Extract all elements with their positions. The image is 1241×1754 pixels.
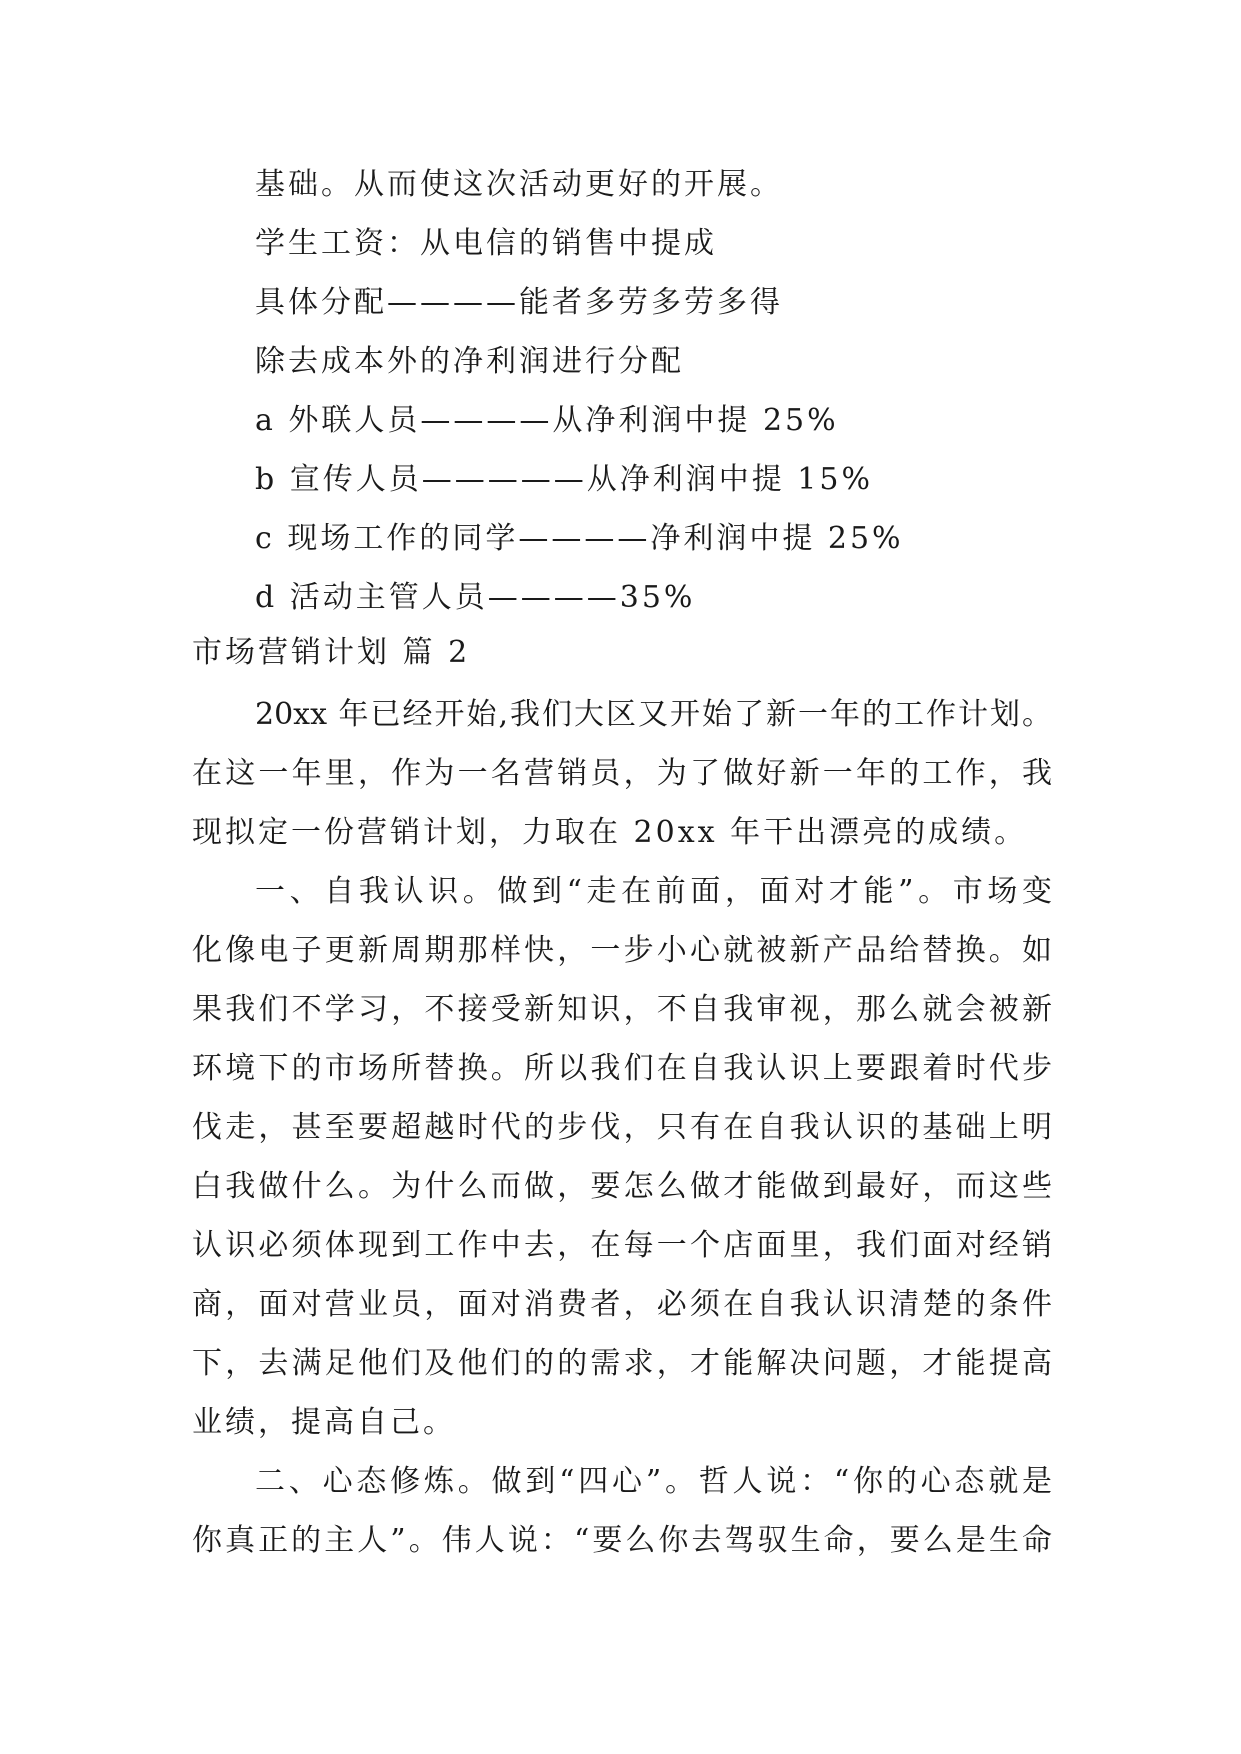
text-line: 伐走，甚至要超越时代的步伐，只有在自我认识的基础上明	[192, 1110, 1052, 1145]
text-line: 基础。从而使这次活动更好的开展。	[255, 167, 783, 202]
text-line: 除去成本外的净利润进行分配	[255, 344, 684, 379]
text-line: 20xx 年已经开始,我们大区又开始了新一年的工作计划。	[255, 697, 1052, 732]
text-line: 商，面对营业员，面对消费者，必须在自我认识清楚的条件	[192, 1287, 1052, 1322]
text-line: 二、心态修炼。做到“四心”。哲人说：“你的心态就是	[255, 1464, 1052, 1499]
text-line: 认识必须体现到工作中去，在每一个店面里，我们面对经销	[192, 1228, 1052, 1263]
text-line: 现拟定一份营销计划，力取在 20xx 年干出漂亮的成绩。	[192, 815, 1028, 850]
text-line: 在这一年里，作为一名营销员，为了做好新一年的工作，我	[192, 756, 1052, 791]
text-line: a 外联人员————从净利润中提 25%	[255, 403, 839, 438]
text-line: 具体分配————能者多劳多劳多得	[255, 285, 783, 320]
section-heading: 市场营销计划 篇 2	[192, 635, 471, 670]
text-line: 学生工资：从电信的销售中提成	[255, 226, 717, 261]
text-line: 白我做什么。为什么而做，要怎么做才能做到最好，而这些	[192, 1169, 1052, 1204]
text-line: 化像电子更新周期那样快，一步小心就被新产品给替换。如	[192, 933, 1052, 968]
text-line: 下，去满足他们及他们的的需求，才能解决问题，才能提高	[192, 1346, 1052, 1381]
text-line: d 活动主管人员————35%	[255, 580, 696, 615]
text-line: 业绩，提高自己。	[192, 1405, 456, 1440]
text-line: 果我们不学习，不接受新知识，不自我审视，那么就会被新	[192, 992, 1052, 1027]
text-line: 一、自我认识。做到“走在前面，面对才能”。市场变	[255, 874, 1052, 909]
text-line: 环境下的市场所替换。所以我们在自我认识上要跟着时代步	[192, 1051, 1052, 1086]
text-line: b 宣传人员—————从净利润中提 15%	[255, 462, 873, 497]
text-line: 你真正的主人”。伟人说：“要么你去驾驭生命，要么是生命	[192, 1523, 1052, 1558]
text-line: c 现场工作的同学————净利润中提 25%	[255, 521, 904, 556]
